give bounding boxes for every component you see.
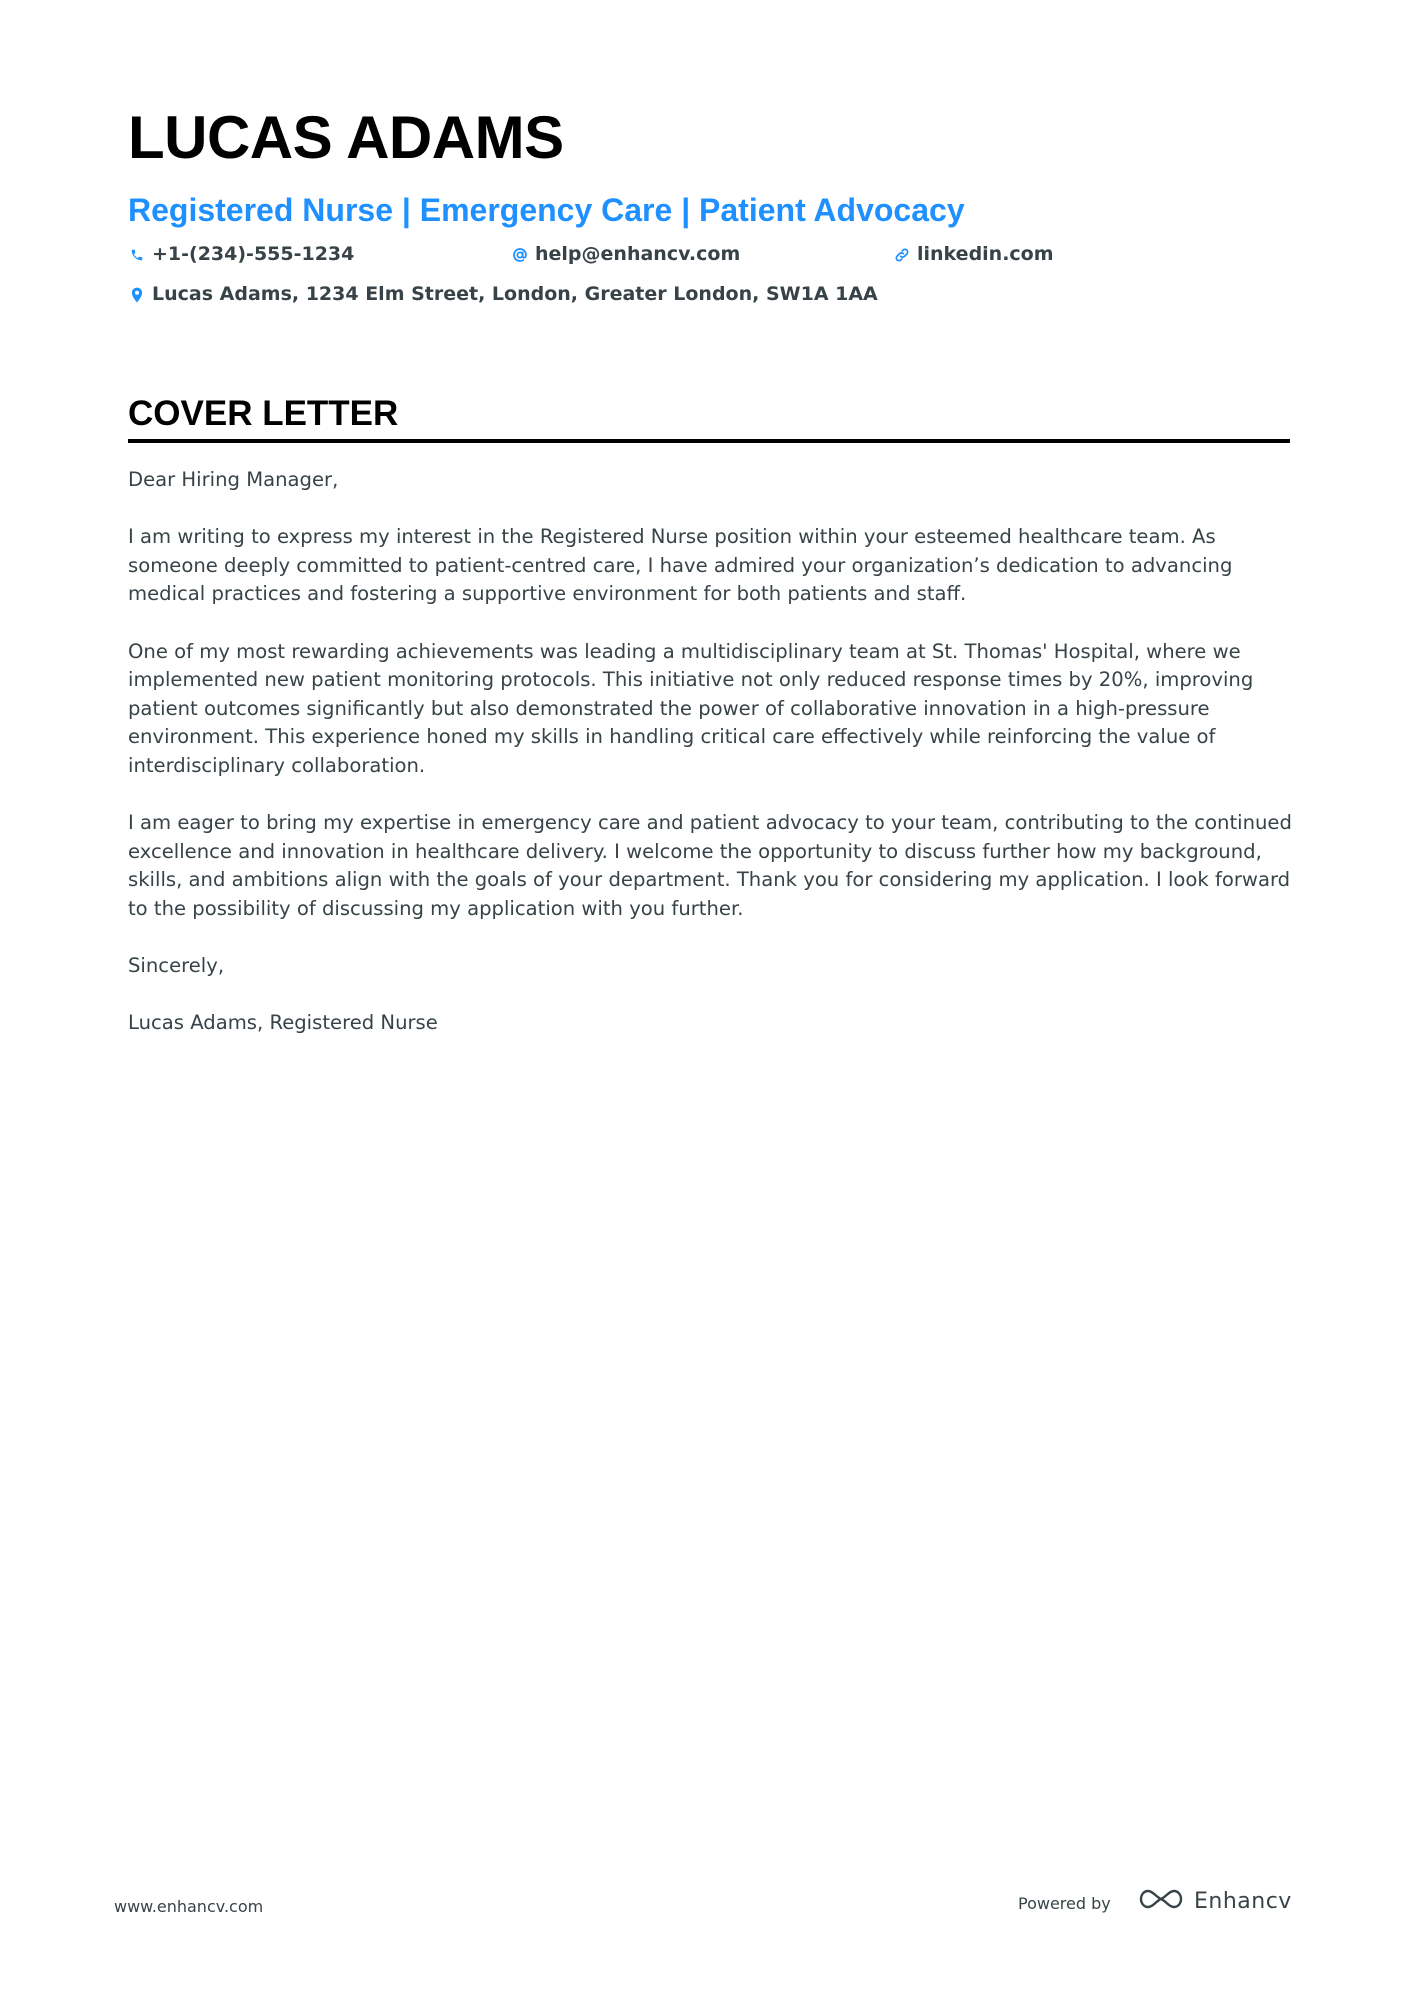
- at-icon: [511, 246, 529, 264]
- enhancv-logo-icon: [1138, 1886, 1184, 1916]
- location-pin-icon: [128, 286, 146, 304]
- contact-location: [128, 285, 878, 304]
- phone-icon: [128, 246, 146, 264]
- letter-body: [128, 466, 1298, 1066]
- section-title: COVER LETTER: [128, 393, 1290, 443]
- letter-paragraph: I am writing to express my interest in the Registered Nurse position within your esteemed healthcare team. As someone deeply committed to patient-centred care, I have admired your organization’s dedication to advancing medical practices and fostering a supportive environment for both patients and staff.: [128, 525, 1233, 606]
- candidate-headline: Registered Nurse | Emergency Care | Patient Advocacy: [128, 192, 965, 228]
- letter-greeting: Dear Hiring Manager,: [128, 468, 339, 491]
- brand-logo[interactable]: [1138, 1886, 1292, 1916]
- letter-paragraph: One of my most rewarding achievements was leading a multidisciplinary team at St. Thomas' Hospital, where we implemented new patient monitoring protocols. This initiative not only reduced response times by 20%, improving patient outcomes significantly but also demonstrated the power of collaborative innovation in a high-pressure environment. This experience honed my skills in handling critical care effectively while reinforcing the value of interdisciplinary collaboration.: [128, 639, 1254, 777]
- letter-paragraph: I am eager to bring my expertise in emergency care and patient advocacy to your team, contributing to the continued excellence and innovation in healthcare delivery. I welcome the opportunity to discuss further how my background, skills, and ambitions align with the goals of your department. Thank you for considering my application. I look forward to the possibility of discussing my application with you further.: [128, 811, 1292, 920]
- email-link[interactable]: help@enhancv.com: [535, 243, 741, 265]
- brand-name: Enhancv: [1194, 1888, 1292, 1914]
- linkedin-link[interactable]: linkedin.com: [917, 243, 1054, 265]
- letter-signature: Lucas Adams, Registered Nurse: [128, 1011, 438, 1035]
- powered-by-label: Powered by: [1018, 1894, 1111, 1913]
- candidate-name: LUCAS ADAMS: [128, 104, 564, 171]
- contact-email: [511, 245, 740, 264]
- phone-text: +1-(234)-555-1234: [152, 243, 355, 265]
- contact-link: [893, 245, 1054, 264]
- contact-phone: [128, 245, 354, 264]
- footer-url[interactable]: www.enhancv.com: [114, 1897, 264, 1916]
- link-icon: [893, 246, 911, 264]
- location-text: Lucas Adams, 1234 Elm Street, London, Greater London, SW1A 1AA: [152, 283, 878, 305]
- letter-closing: Sincerely,: [128, 954, 225, 978]
